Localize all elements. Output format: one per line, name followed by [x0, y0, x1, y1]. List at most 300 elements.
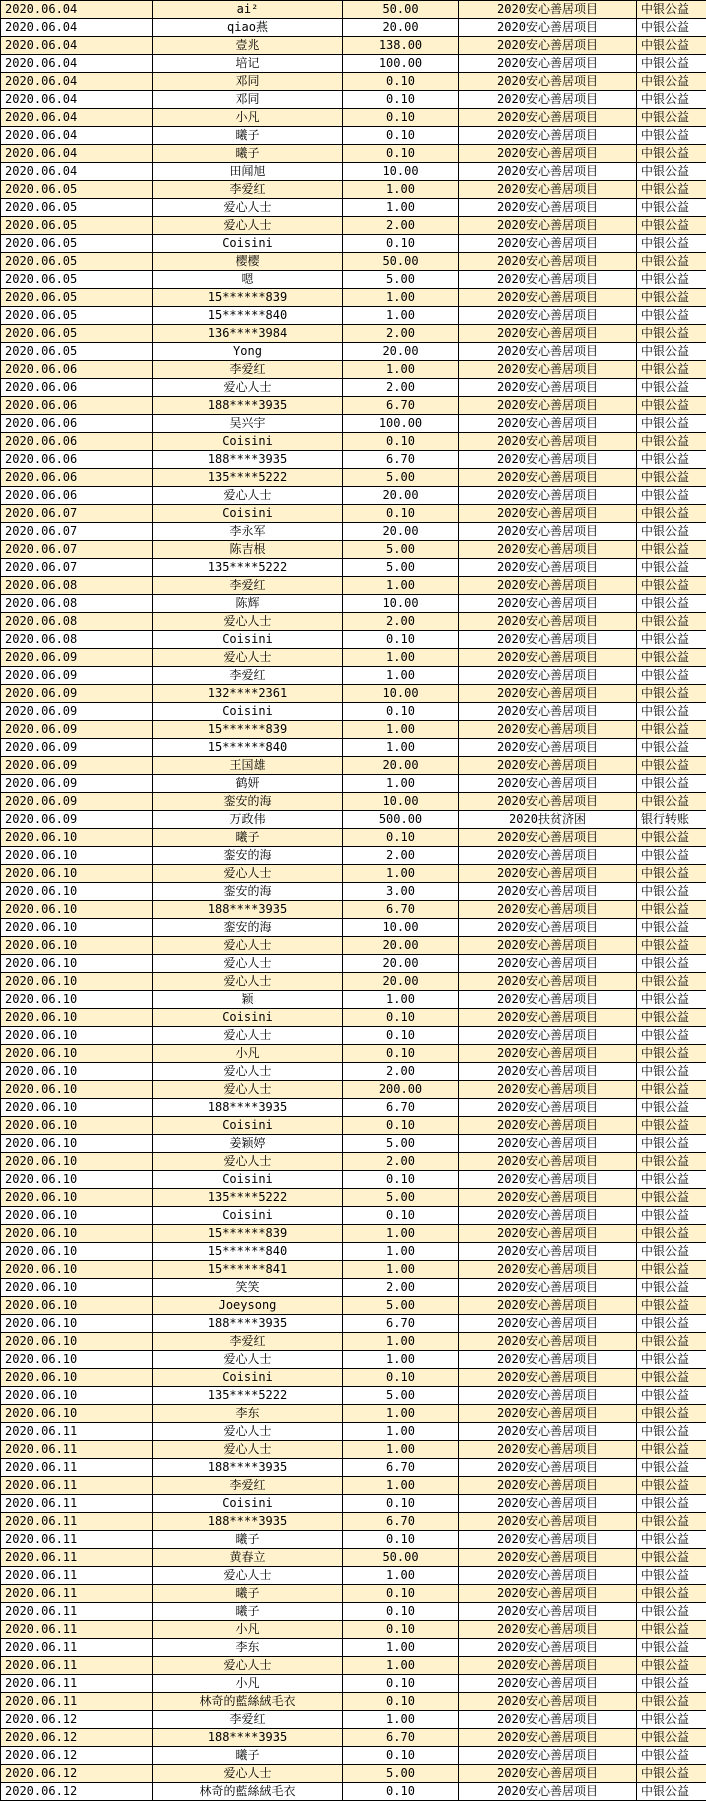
donor-name-cell: 銮安的海 [153, 793, 343, 811]
project-cell: 2020安心善居项目 [459, 1567, 637, 1585]
date-cell: 2020.06.11 [1, 1459, 153, 1477]
project-cell: 2020安心善居项目 [459, 883, 637, 901]
table-row [1, 1, 706, 19]
date-cell: 2020.06.11 [1, 1423, 153, 1441]
project-cell: 2020安心善居项目 [459, 559, 637, 577]
table-row [1, 919, 706, 937]
amount-cell: 1.00 [343, 1567, 459, 1585]
date-cell: 2020.06.12 [1, 1747, 153, 1765]
table-row [1, 415, 706, 433]
project-cell: 2020安心善居项目 [459, 757, 637, 775]
project-cell: 2020安心善居项目 [459, 523, 637, 541]
amount-cell: 0.10 [343, 109, 459, 127]
channel-cell: 中银公益 [637, 1333, 706, 1351]
table-row [1, 955, 706, 973]
project-cell: 2020安心善居项目 [459, 1387, 637, 1405]
channel-cell: 中银公益 [637, 19, 706, 37]
date-cell: 2020.06.10 [1, 1405, 153, 1423]
project-cell: 2020安心善居项目 [459, 19, 637, 37]
project-cell: 2020安心善居项目 [459, 703, 637, 721]
table-row [1, 577, 706, 595]
amount-cell: 1.00 [343, 991, 459, 1009]
project-cell: 2020安心善居项目 [459, 397, 637, 415]
amount-cell: 1.00 [343, 739, 459, 757]
project-cell: 2020安心善居项目 [459, 865, 637, 883]
channel-cell: 中银公益 [637, 631, 706, 649]
amount-cell: 10.00 [343, 919, 459, 937]
date-cell: 2020.06.10 [1, 973, 153, 991]
donor-name-cell: 爱心人士 [153, 379, 343, 397]
amount-cell: 1.00 [343, 649, 459, 667]
table-row [1, 1441, 706, 1459]
project-cell: 2020安心善居项目 [459, 181, 637, 199]
donor-name-cell: Coisini [153, 1009, 343, 1027]
date-cell: 2020.06.11 [1, 1585, 153, 1603]
project-cell: 2020安心善居项目 [459, 973, 637, 991]
table-row [1, 1135, 706, 1153]
table-row [1, 91, 706, 109]
date-cell: 2020.06.10 [1, 1135, 153, 1153]
date-cell: 2020.06.11 [1, 1477, 153, 1495]
project-cell: 2020安心善居项目 [459, 307, 637, 325]
amount-cell: 1.00 [343, 1711, 459, 1729]
table-row [1, 1459, 706, 1477]
donor-name-cell: Coisini [153, 505, 343, 523]
table-row [1, 613, 706, 631]
channel-cell: 中银公益 [637, 253, 706, 271]
project-cell: 2020安心善居项目 [459, 1675, 637, 1693]
amount-cell: 5.00 [343, 559, 459, 577]
date-cell: 2020.06.04 [1, 109, 153, 127]
donor-name-cell: 小凡 [153, 1045, 343, 1063]
table-row [1, 1189, 706, 1207]
table-row [1, 433, 706, 451]
amount-cell: 50.00 [343, 253, 459, 271]
project-cell: 2020安心善居项目 [459, 1045, 637, 1063]
table-row [1, 1495, 706, 1513]
table-row [1, 1567, 706, 1585]
date-cell: 2020.06.11 [1, 1441, 153, 1459]
project-cell: 2020安心善居项目 [459, 595, 637, 613]
amount-cell: 0.10 [343, 1207, 459, 1225]
project-cell: 2020安心善居项目 [459, 415, 637, 433]
date-cell: 2020.06.10 [1, 865, 153, 883]
donor-name-cell: 15******841 [153, 1261, 343, 1279]
amount-cell: 0.10 [343, 703, 459, 721]
donor-name-cell: 陈辉 [153, 595, 343, 613]
donation-table-body [1, 1, 706, 1801]
channel-cell: 中银公益 [637, 667, 706, 685]
donor-name-cell: 135****5222 [153, 559, 343, 577]
date-cell: 2020.06.08 [1, 595, 153, 613]
channel-cell: 中银公益 [637, 145, 706, 163]
table-row [1, 73, 706, 91]
donor-name-cell: 曦子 [153, 1747, 343, 1765]
table-row [1, 343, 706, 361]
amount-cell: 1.00 [343, 1261, 459, 1279]
channel-cell: 中银公益 [637, 1207, 706, 1225]
donor-name-cell: 曦子 [153, 145, 343, 163]
channel-cell: 中银公益 [637, 1279, 706, 1297]
date-cell: 2020.06.10 [1, 1207, 153, 1225]
donor-name-cell: Coisini [153, 1117, 343, 1135]
donor-name-cell: 田闻旭 [153, 163, 343, 181]
channel-cell: 中银公益 [637, 703, 706, 721]
date-cell: 2020.06.10 [1, 1333, 153, 1351]
amount-cell: 0.10 [343, 1045, 459, 1063]
date-cell: 2020.06.05 [1, 271, 153, 289]
table-row [1, 541, 706, 559]
donor-name-cell: Coisini [153, 235, 343, 253]
donor-name-cell: 嗯 [153, 271, 343, 289]
project-cell: 2020安心善居项目 [459, 91, 637, 109]
date-cell: 2020.06.12 [1, 1783, 153, 1801]
table-row [1, 829, 706, 847]
table-row [1, 649, 706, 667]
table-row [1, 469, 706, 487]
table-row [1, 1351, 706, 1369]
table-row [1, 739, 706, 757]
date-cell: 2020.06.10 [1, 829, 153, 847]
channel-cell: 中银公益 [637, 901, 706, 919]
table-row [1, 37, 706, 55]
channel-cell: 中银公益 [637, 1243, 706, 1261]
project-cell: 2020安心善居项目 [459, 505, 637, 523]
donor-name-cell: Joeysong [153, 1297, 343, 1315]
date-cell: 2020.06.09 [1, 703, 153, 721]
amount-cell: 0.10 [343, 91, 459, 109]
table-row [1, 451, 706, 469]
channel-cell: 中银公益 [637, 1495, 706, 1513]
table-row [1, 1783, 706, 1801]
project-cell: 2020扶贫济困 [459, 811, 637, 829]
channel-cell: 中银公益 [637, 379, 706, 397]
donor-name-cell: 李爱红 [153, 1711, 343, 1729]
amount-cell: 0.10 [343, 1369, 459, 1387]
donor-name-cell: 爱心人士 [153, 937, 343, 955]
amount-cell: 138.00 [343, 37, 459, 55]
table-row [1, 487, 706, 505]
table-row [1, 559, 706, 577]
project-cell: 2020安心善居项目 [459, 325, 637, 343]
project-cell: 2020安心善居项目 [459, 163, 637, 181]
date-cell: 2020.06.06 [1, 469, 153, 487]
donor-name-cell: Yong [153, 343, 343, 361]
date-cell: 2020.06.11 [1, 1621, 153, 1639]
amount-cell: 0.10 [343, 631, 459, 649]
date-cell: 2020.06.09 [1, 685, 153, 703]
amount-cell: 5.00 [343, 1765, 459, 1783]
donor-name-cell: 爱心人士 [153, 613, 343, 631]
date-cell: 2020.06.09 [1, 775, 153, 793]
donor-name-cell: 爱心人士 [153, 1567, 343, 1585]
amount-cell: 20.00 [343, 973, 459, 991]
channel-cell: 中银公益 [637, 883, 706, 901]
channel-cell: 中银公益 [637, 1765, 706, 1783]
table-row [1, 973, 706, 991]
date-cell: 2020.06.08 [1, 613, 153, 631]
channel-cell: 中银公益 [637, 1171, 706, 1189]
donor-name-cell: 林奇的藍絲絨毛衣 [153, 1783, 343, 1801]
donor-name-cell: 15******840 [153, 1243, 343, 1261]
date-cell: 2020.06.05 [1, 253, 153, 271]
project-cell: 2020安心善居项目 [459, 793, 637, 811]
amount-cell: 20.00 [343, 523, 459, 541]
date-cell: 2020.06.10 [1, 1063, 153, 1081]
amount-cell: 0.10 [343, 1693, 459, 1711]
date-cell: 2020.06.06 [1, 361, 153, 379]
amount-cell: 0.10 [343, 433, 459, 451]
date-cell: 2020.06.10 [1, 1351, 153, 1369]
project-cell: 2020安心善居项目 [459, 451, 637, 469]
project-cell: 2020安心善居项目 [459, 1405, 637, 1423]
channel-cell: 中银公益 [637, 505, 706, 523]
amount-cell: 0.10 [343, 1027, 459, 1045]
amount-cell: 1.00 [343, 361, 459, 379]
channel-cell: 中银公益 [637, 109, 706, 127]
amount-cell: 1.00 [343, 1657, 459, 1675]
donor-name-cell: 136****3984 [153, 325, 343, 343]
donor-name-cell: 爱心人士 [153, 217, 343, 235]
channel-cell: 中银公益 [637, 1513, 706, 1531]
donor-name-cell: 188****3935 [153, 1459, 343, 1477]
donor-name-cell: 鹤妍 [153, 775, 343, 793]
amount-cell: 5.00 [343, 1189, 459, 1207]
date-cell: 2020.06.05 [1, 217, 153, 235]
donor-name-cell: 15******839 [153, 1225, 343, 1243]
date-cell: 2020.06.10 [1, 1369, 153, 1387]
project-cell: 2020安心善居项目 [459, 1441, 637, 1459]
table-row [1, 1477, 706, 1495]
project-cell: 2020安心善居项目 [459, 1243, 637, 1261]
donor-name-cell: 爱心人士 [153, 973, 343, 991]
donor-name-cell: 132****2361 [153, 685, 343, 703]
amount-cell: 0.10 [343, 1675, 459, 1693]
donor-name-cell: 李永军 [153, 523, 343, 541]
channel-cell: 中银公益 [637, 1585, 706, 1603]
project-cell: 2020安心善居项目 [459, 1477, 637, 1495]
project-cell: 2020安心善居项目 [459, 829, 637, 847]
amount-cell: 1.00 [343, 775, 459, 793]
date-cell: 2020.06.12 [1, 1711, 153, 1729]
channel-cell: 中银公益 [637, 1549, 706, 1567]
donor-name-cell: 15******840 [153, 307, 343, 325]
table-row [1, 145, 706, 163]
channel-cell: 中银公益 [637, 1441, 706, 1459]
channel-cell: 中银公益 [637, 865, 706, 883]
donor-name-cell: 姜颖婷 [153, 1135, 343, 1153]
channel-cell: 中银公益 [637, 343, 706, 361]
project-cell: 2020安心善居项目 [459, 1297, 637, 1315]
amount-cell: 1.00 [343, 181, 459, 199]
channel-cell: 中银公益 [637, 757, 706, 775]
amount-cell: 3.00 [343, 883, 459, 901]
date-cell: 2020.06.10 [1, 919, 153, 937]
table-row [1, 1027, 706, 1045]
channel-cell: 银行转账 [637, 811, 706, 829]
channel-cell: 中银公益 [637, 595, 706, 613]
amount-cell: 6.70 [343, 397, 459, 415]
amount-cell: 1.00 [343, 1441, 459, 1459]
donor-name-cell: 李爱红 [153, 577, 343, 595]
amount-cell: 1.00 [343, 1405, 459, 1423]
channel-cell: 中银公益 [637, 37, 706, 55]
table-row [1, 793, 706, 811]
channel-cell: 中银公益 [637, 973, 706, 991]
amount-cell: 10.00 [343, 685, 459, 703]
donor-name-cell: 15******839 [153, 721, 343, 739]
table-row [1, 1747, 706, 1765]
date-cell: 2020.06.10 [1, 1153, 153, 1171]
donor-name-cell: 188****3935 [153, 1729, 343, 1747]
channel-cell: 中银公益 [637, 127, 706, 145]
date-cell: 2020.06.10 [1, 1297, 153, 1315]
amount-cell: 0.10 [343, 1117, 459, 1135]
channel-cell: 中银公益 [637, 73, 706, 91]
channel-cell: 中银公益 [637, 433, 706, 451]
donor-name-cell: 曦子 [153, 1603, 343, 1621]
table-row [1, 1585, 706, 1603]
date-cell: 2020.06.10 [1, 901, 153, 919]
channel-cell: 中银公益 [637, 325, 706, 343]
channel-cell: 中银公益 [637, 199, 706, 217]
channel-cell: 中银公益 [637, 1045, 706, 1063]
donor-name-cell: 曦子 [153, 1531, 343, 1549]
project-cell: 2020安心善居项目 [459, 217, 637, 235]
project-cell: 2020安心善居项目 [459, 901, 637, 919]
donor-name-cell: 爱心人士 [153, 487, 343, 505]
date-cell: 2020.06.10 [1, 1315, 153, 1333]
project-cell: 2020安心善居项目 [459, 685, 637, 703]
table-row [1, 1513, 706, 1531]
channel-cell: 中银公益 [637, 289, 706, 307]
table-row [1, 1657, 706, 1675]
project-cell: 2020安心善居项目 [459, 1693, 637, 1711]
date-cell: 2020.06.05 [1, 307, 153, 325]
date-cell: 2020.06.05 [1, 199, 153, 217]
date-cell: 2020.06.09 [1, 757, 153, 775]
date-cell: 2020.06.09 [1, 721, 153, 739]
channel-cell: 中银公益 [637, 721, 706, 739]
amount-cell: 20.00 [343, 955, 459, 973]
amount-cell: 0.10 [343, 235, 459, 253]
amount-cell: 20.00 [343, 937, 459, 955]
donor-name-cell: 爱心人士 [153, 1081, 343, 1099]
table-row [1, 253, 706, 271]
project-cell: 2020安心善居项目 [459, 1027, 637, 1045]
date-cell: 2020.06.10 [1, 1171, 153, 1189]
donor-name-cell: 曦子 [153, 1585, 343, 1603]
project-cell: 2020安心善居项目 [459, 127, 637, 145]
project-cell: 2020安心善居项目 [459, 1225, 637, 1243]
channel-cell: 中银公益 [637, 1351, 706, 1369]
amount-cell: 0.10 [343, 145, 459, 163]
channel-cell: 中银公益 [637, 451, 706, 469]
date-cell: 2020.06.06 [1, 451, 153, 469]
amount-cell: 1.00 [343, 1351, 459, 1369]
project-cell: 2020安心善居项目 [459, 721, 637, 739]
date-cell: 2020.06.11 [1, 1531, 153, 1549]
channel-cell: 中银公益 [637, 1621, 706, 1639]
project-cell: 2020安心善居项目 [459, 1585, 637, 1603]
table-row [1, 199, 706, 217]
table-row [1, 1153, 706, 1171]
donor-name-cell: 爱心人士 [153, 1351, 343, 1369]
amount-cell: 6.70 [343, 451, 459, 469]
date-cell: 2020.06.06 [1, 433, 153, 451]
channel-cell: 中银公益 [637, 1027, 706, 1045]
table-row [1, 721, 706, 739]
table-row [1, 325, 706, 343]
date-cell: 2020.06.11 [1, 1693, 153, 1711]
donor-name-cell: 笑笑 [153, 1279, 343, 1297]
donor-name-cell: 15******839 [153, 289, 343, 307]
amount-cell: 0.10 [343, 1621, 459, 1639]
donor-name-cell: ai² [153, 1, 343, 19]
date-cell: 2020.06.04 [1, 91, 153, 109]
amount-cell: 1.00 [343, 1333, 459, 1351]
table-row [1, 1279, 706, 1297]
date-cell: 2020.06.10 [1, 955, 153, 973]
date-cell: 2020.06.11 [1, 1675, 153, 1693]
amount-cell: 20.00 [343, 19, 459, 37]
date-cell: 2020.06.10 [1, 1009, 153, 1027]
amount-cell: 10.00 [343, 163, 459, 181]
table-row [1, 1225, 706, 1243]
amount-cell: 10.00 [343, 793, 459, 811]
channel-cell: 中银公益 [637, 163, 706, 181]
donor-name-cell: 135****5222 [153, 1189, 343, 1207]
donor-name-cell: 李爱红 [153, 361, 343, 379]
channel-cell: 中银公益 [637, 739, 706, 757]
date-cell: 2020.06.10 [1, 883, 153, 901]
table-row [1, 1621, 706, 1639]
date-cell: 2020.06.04 [1, 163, 153, 181]
table-row [1, 1549, 706, 1567]
project-cell: 2020安心善居项目 [459, 1099, 637, 1117]
date-cell: 2020.06.10 [1, 1099, 153, 1117]
table-row [1, 1261, 706, 1279]
donor-name-cell: 188****3935 [153, 1513, 343, 1531]
project-cell: 2020安心善居项目 [459, 1261, 637, 1279]
channel-cell: 中银公益 [637, 1783, 706, 1801]
table-row [1, 901, 706, 919]
donor-name-cell: 李东 [153, 1405, 343, 1423]
donor-name-cell: Coisini [153, 1369, 343, 1387]
table-row [1, 181, 706, 199]
date-cell: 2020.06.11 [1, 1657, 153, 1675]
channel-cell: 中银公益 [637, 541, 706, 559]
amount-cell: 0.10 [343, 73, 459, 91]
table-row [1, 289, 706, 307]
amount-cell: 200.00 [343, 1081, 459, 1099]
project-cell: 2020安心善居项目 [459, 1729, 637, 1747]
project-cell: 2020安心善居项目 [459, 1459, 637, 1477]
project-cell: 2020安心善居项目 [459, 1639, 637, 1657]
project-cell: 2020安心善居项目 [459, 1711, 637, 1729]
amount-cell: 0.10 [343, 1171, 459, 1189]
channel-cell: 中银公益 [637, 1711, 706, 1729]
amount-cell: 2.00 [343, 1279, 459, 1297]
date-cell: 2020.06.08 [1, 577, 153, 595]
date-cell: 2020.06.10 [1, 1279, 153, 1297]
table-row [1, 991, 706, 1009]
channel-cell: 中银公益 [637, 1297, 706, 1315]
table-row [1, 811, 706, 829]
channel-cell: 中银公益 [637, 217, 706, 235]
donor-name-cell: 曦子 [153, 829, 343, 847]
table-row [1, 1045, 706, 1063]
